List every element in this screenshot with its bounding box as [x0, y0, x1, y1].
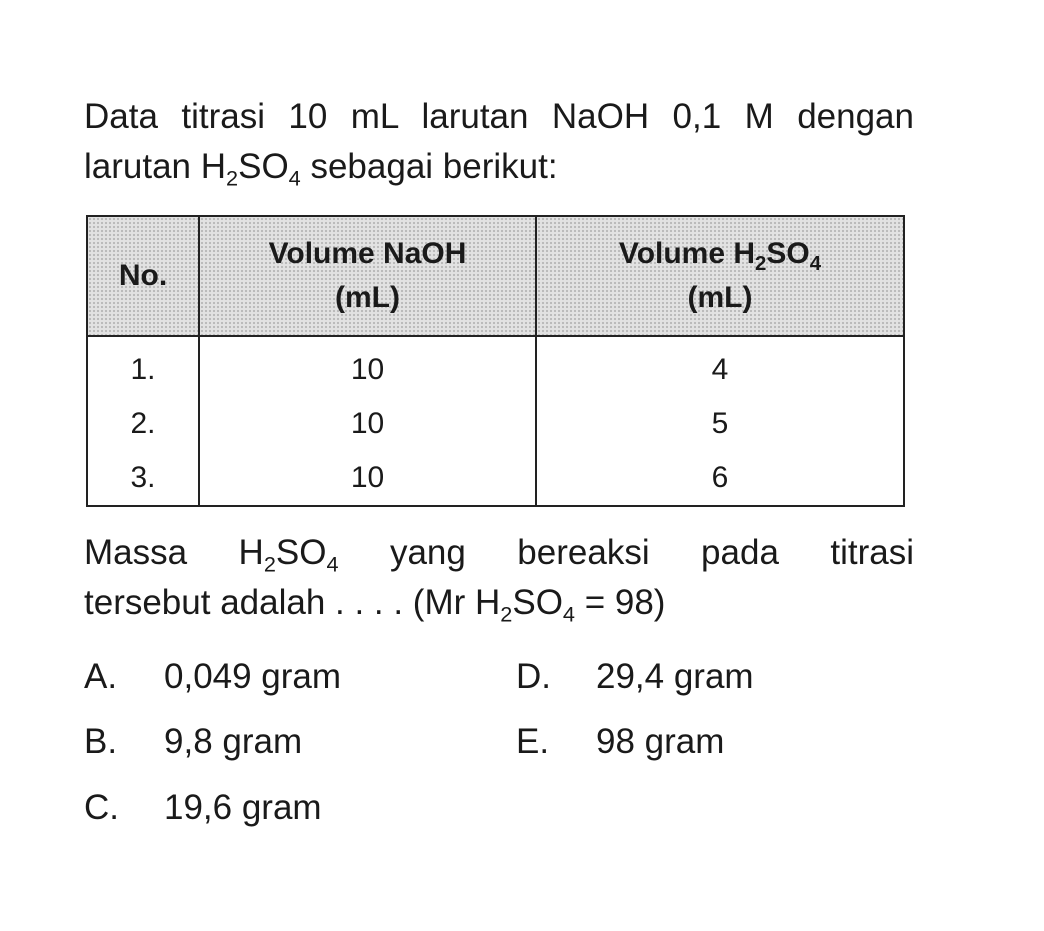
- column-volume-naoh: [199, 336, 536, 506]
- column-no: [87, 336, 199, 506]
- option-text: 98 gram: [596, 722, 725, 761]
- option-c[interactable]: [84, 786, 322, 830]
- titration-data-table: [86, 215, 905, 507]
- option-letter: B.: [84, 722, 118, 761]
- question-line-1: Massa $H_2SO_4$ yang bereaksi pada titrasi: [84, 533, 914, 577]
- header-no: No.: [87, 216, 199, 336]
- option-d[interactable]: [516, 655, 754, 699]
- table-cell: 5: [711, 407, 729, 440]
- option-text: 0,049 gram: [164, 657, 342, 696]
- table-cell: 2.: [130, 407, 156, 440]
- column-volume-h2so4: [536, 336, 904, 506]
- option-a[interactable]: [84, 655, 341, 699]
- option-e[interactable]: [516, 720, 724, 764]
- question-paragraph: [84, 528, 914, 628]
- intro-line-2: larutan $H_2SO_4$ sebagai berikut:: [84, 147, 558, 191]
- table-cell: 4: [711, 353, 729, 386]
- option-text: 19,6 gram: [164, 788, 322, 827]
- table-cell: 3.: [130, 461, 156, 494]
- option-letter: D.: [516, 657, 551, 696]
- table-header-row: [87, 216, 904, 336]
- option-text: 29,4 gram: [596, 657, 754, 696]
- table-cell: 10: [350, 353, 385, 386]
- intro-paragraph: [84, 92, 914, 192]
- option-letter: E.: [516, 722, 550, 761]
- table-cell: 1.: [130, 353, 156, 386]
- header-volume-h2so4: Volume $H_2SO_4$ (mL): [536, 216, 904, 336]
- option-letter: A.: [84, 657, 118, 696]
- table-cell: 10: [350, 407, 385, 440]
- header-volume-naoh: Volume NaOH (mL): [199, 216, 536, 336]
- option-letter: C.: [84, 788, 119, 827]
- table-body-row: [87, 336, 904, 506]
- question-line-2: tersebut adalah . . . . (Mr $H_2SO_4 = 98$): [84, 583, 666, 627]
- option-text: 9,8 gram: [164, 722, 303, 761]
- table-cell: 10: [350, 461, 385, 494]
- intro-line-1: Data titrasi 10 mL larutan NaOH 0,1 M dengan: [84, 97, 914, 136]
- table-cell: 6: [711, 461, 729, 494]
- option-b[interactable]: [84, 720, 302, 764]
